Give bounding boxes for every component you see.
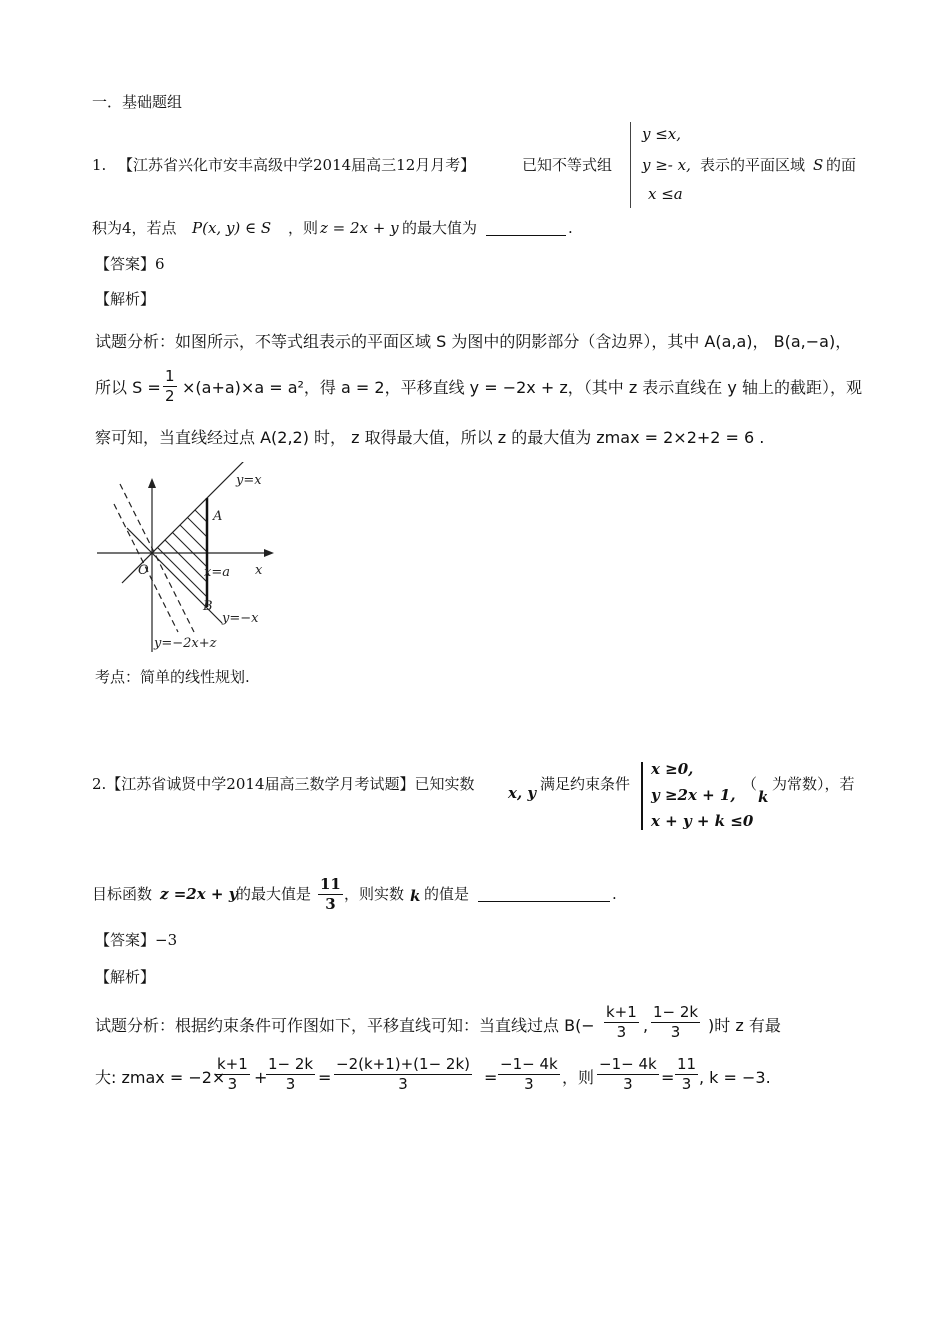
q2-line2-k: k	[410, 887, 421, 905]
label-A: A	[213, 509, 223, 524]
label-y-eq-x: y=x	[236, 473, 262, 488]
q2-ana2-frac6	[675, 1056, 698, 1094]
q1-system-brace	[630, 122, 637, 208]
q2-ana2-frac2-num: 1− 2k	[266, 1056, 315, 1075]
q1-analysis-line3: 察可知，当直线经过点 A(2,2) 时， z 取得最大值，所以 z 的最大值为 zmax = 2×2+2 = 6 .	[95, 428, 765, 447]
q2-ana2-frac1	[215, 1056, 250, 1094]
q2-answer: 【答案】−3	[95, 931, 178, 949]
q1-line2-a: 积为4，若点	[92, 219, 177, 237]
q2-answer-blank	[478, 901, 610, 902]
q1-point-P: P(x, y) ∈ S	[192, 219, 272, 237]
q2-line2-c: ，则实数	[344, 885, 405, 903]
q2-ana1-frac1-num: k+1	[604, 1004, 639, 1023]
q2-ana2-frac3-num: −2(k+1)+(1− 2k)	[334, 1056, 472, 1075]
q1-stem-c: 的面	[826, 156, 857, 174]
q1-fraction-denominator: 2	[165, 387, 175, 406]
q2-ana2-frac3	[334, 1056, 472, 1094]
q2-analysis-label: 【解析】	[95, 968, 156, 986]
q2-paren-open: （	[742, 775, 758, 793]
q1-analysis-line2-b: ×(a+a)×a = a²，得 a = 2，平移直线 y = −2x + z，（其中 z 表示直线在 y 轴上的截距），观	[182, 378, 862, 397]
q2-system-line3: x + y + k ≤0	[651, 812, 754, 830]
q2-ana2-plus: +	[254, 1068, 268, 1087]
q1-line2-end: .	[568, 219, 573, 237]
q1-stem-b: 表示的平面区域	[700, 156, 806, 174]
q2-line2-a: 目标函数	[92, 885, 153, 903]
q2-ana2-frac1-num: k+1	[215, 1056, 250, 1075]
q1-answer: 【答案】6	[95, 255, 165, 273]
q1-kaodian: 考点：简单的线性规划.	[95, 668, 250, 686]
label-B: B	[203, 599, 213, 614]
q2-ana2-frac4-den: 3	[524, 1075, 534, 1094]
q2-line2-d: 的值是	[424, 885, 470, 903]
q1-analysis-fraction	[163, 368, 177, 406]
q1-figure	[92, 462, 292, 662]
q2-k: k	[758, 788, 769, 806]
q1-line2-b: ，则	[288, 219, 319, 237]
section-title: 一．基础题组	[92, 93, 183, 111]
q1-stem-S: S	[813, 156, 824, 174]
q2-ana1-frac1-den: 3	[616, 1023, 627, 1042]
x-axis-arrow	[264, 549, 274, 557]
label-x-eq-a: x=a	[204, 565, 230, 580]
q1-system-line2: y ≥- x,	[642, 156, 691, 174]
label-y-eq-neg-2x-plus-z: y=−2x+z	[154, 636, 217, 651]
q2-ana2-frac5-den: 3	[623, 1075, 633, 1094]
label-x: x	[255, 563, 263, 578]
q2-ana1-frac2-den: 3	[670, 1023, 681, 1042]
q2-analysis-line1-a: 试题分析：根据约束条件可作图如下，平移直线可知：当直线过点 B(−	[95, 1016, 595, 1035]
q2-ana2-frac4	[498, 1056, 560, 1094]
q2-ana2-eq1: =	[318, 1068, 332, 1087]
q2-ana2-then: ，则	[562, 1068, 595, 1087]
q2-ana2-frac6-num: 11	[675, 1056, 698, 1075]
q1-analysis-line2-a: 所以 S =	[95, 378, 161, 397]
q2-ana2-frac2	[266, 1056, 315, 1094]
q1-objective: z = 2x + y	[320, 219, 399, 237]
q1-analysis-label: 【解析】	[95, 290, 156, 308]
y-axis-arrow	[148, 478, 156, 488]
q2-vars: x, y	[508, 784, 537, 802]
q1-system-line1: y ≤x,	[642, 125, 682, 143]
q2-ana1-frac1	[604, 1004, 639, 1042]
q2-stem-a: 满足约束条件	[540, 775, 631, 793]
q2-system-line1: x ≥0,	[651, 760, 694, 778]
q2-analysis-line2-a: 大: zmax = −2×	[95, 1068, 226, 1087]
q2-system-line2: y ≥2x + 1,	[651, 786, 736, 804]
q1-source: 【江苏省兴化市安丰高级中学2014届高三12月月考】	[118, 156, 476, 174]
q2-system-brace	[641, 762, 649, 830]
q2-ana2-eq3: =	[661, 1068, 675, 1087]
q2-objective: z =2x + y	[160, 885, 238, 903]
q2-analysis-line1-b: )时 z 有最	[708, 1016, 781, 1035]
q2-source: 2.【江苏省诚贤中学2014届高三数学月考试题】已知实数	[92, 775, 475, 793]
q1-stem-a: 已知不等式组	[522, 156, 613, 174]
q2-ana2-frac6-den: 3	[681, 1075, 692, 1094]
label-O: O	[138, 563, 149, 578]
q2-ana2-frac5-num: −1− 4k	[597, 1056, 659, 1075]
feasible-region-hatch	[132, 462, 232, 652]
q1-system-line3: x ≤a	[648, 185, 683, 203]
q2-ana2-frac5	[597, 1056, 659, 1094]
q2-const: 为常数），若	[772, 775, 855, 793]
q2-line2-b: 的最大值是	[236, 885, 312, 903]
q1-number: 1.	[92, 156, 107, 174]
q2-max-numerator: 11	[318, 876, 343, 895]
q1-line2-c: 的最大值为	[402, 219, 478, 237]
q2-ana1-comma: ,	[643, 1016, 649, 1035]
q2-ana1-frac2	[651, 1004, 700, 1042]
q1-analysis-line1: 试题分析：如图所示，不等式组表示的平面区域 S 为图中的阴影部分（含边界），其中 A(a,a)， B(a,−a)，	[95, 332, 852, 351]
q2-ana2-frac1-den: 3	[227, 1075, 238, 1094]
q1-fraction-numerator: 1	[163, 368, 177, 387]
q2-max-denominator: 3	[325, 895, 336, 914]
q2-max-fraction	[318, 876, 343, 914]
label-y-eq-neg-x: y=−x	[222, 611, 259, 626]
q1-answer-blank	[486, 235, 566, 236]
q2-ana2-eq2: =	[484, 1068, 498, 1087]
q2-ana1-frac2-num: 1− 2k	[651, 1004, 700, 1023]
q2-ana2-frac3-den: 3	[398, 1075, 408, 1094]
q2-line2-end: .	[612, 885, 617, 903]
q2-ana2-frac4-num: −1− 4k	[498, 1056, 560, 1075]
q2-ana2-end: , k = −3.	[699, 1068, 771, 1087]
q2-ana2-frac2-den: 3	[285, 1075, 296, 1094]
